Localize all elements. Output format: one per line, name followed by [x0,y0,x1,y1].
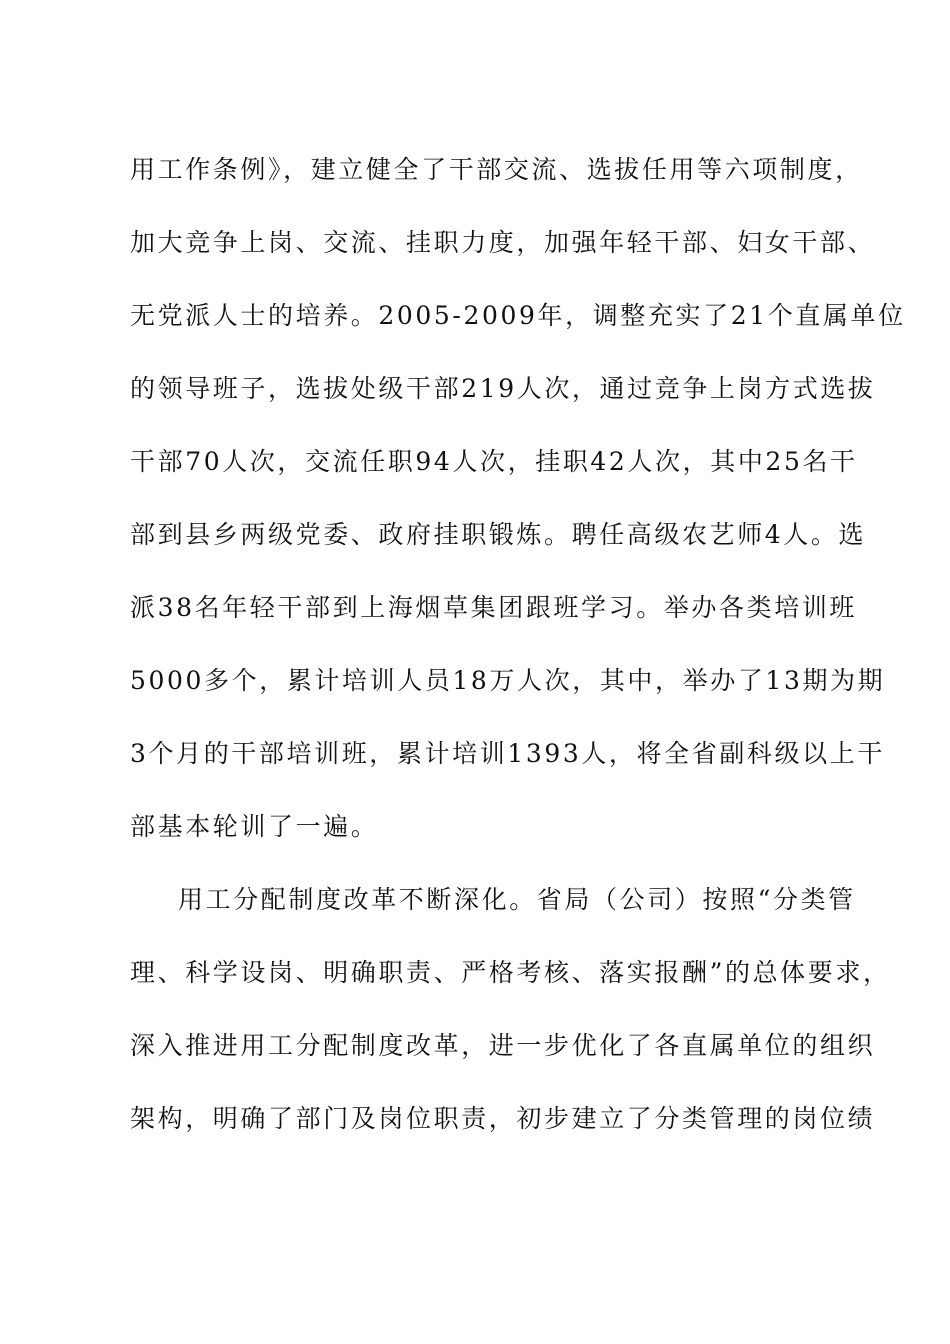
text-line-8: 5000多个，累计培训人员18万人次，其中，举办了13期为期 [130,666,886,695]
text-line-2: 加大竞争上岗、交流、挂职力度，加强年轻干部、妇女干部、 [130,228,876,257]
text-line-3: 无党派人士的培养。2005-2009年，调整充实了21个直属单位 [130,301,906,330]
text-line-1: 用工作条例》，建立健全了干部交流、选拔任用等六项制度， [130,155,863,184]
text-line-7: 派38名年轻干部到上海烟草集团跟班学习。举办各类培训班 [130,593,858,622]
text-line-14: 架构，明确了部门及岗位职责，初步建立了分类管理的岗位绩 [130,1104,876,1133]
text-line-12: 理、科学设岗、明确职责、严格考核、落实报酬”的总体要求， [130,958,891,987]
text-line-9: 3个月的干部培训班，累计培训1393人，将全省副科级以上干 [130,739,885,768]
text-line-10: 部基本轮训了一遍。 [130,812,379,841]
text-line-4: 的领导班子，选拔处级干部219人次，通过竞争上岗方式选拔 [130,374,876,403]
text-line-13: 深入推进用工分配制度改革，进一步优化了各直属单位的组织 [130,1031,876,1060]
text-line-6: 部到县乡两级党委、政府挂职锻炼。聘任高级农艺师4人。选 [130,520,867,549]
text-line-5: 干部70人次，交流任职94人次，挂职42人次，其中25名干 [130,447,858,476]
paragraph-start-line: 用工分配制度改革不断深化。省局（公司）按照“分类管 [178,885,856,914]
